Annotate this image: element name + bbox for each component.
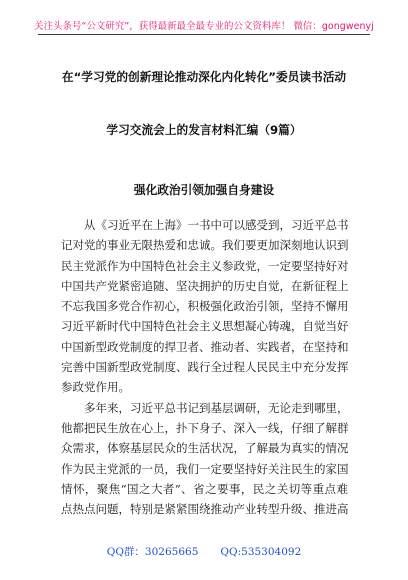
paragraph-line: 参政党作用。	[61, 380, 130, 395]
paragraph-line: 点热点问题，特别是紧紧围绕推动产业转型升级、推进高	[61, 502, 349, 517]
paragraph-line: 众需求，体察基层民众的生活状况，了解最为真实的情况	[61, 441, 349, 456]
paragraph-line: 不忘我国多党合作初心，积极强化政治引领，坚持不懈用	[61, 299, 349, 314]
qq-contact-label: QQ:535304092	[220, 546, 302, 558]
paragraph-line: 记对党的事业无限热爱和忠诚。我们要更加深刻地认识到	[61, 238, 349, 253]
paragraph-line: 作为民主党派的一员，我们一定要坚持好关注民生的家国	[61, 461, 349, 476]
paragraph-line: 情怀，聚焦“国之大者”、省之要事，民之关切等重点难	[61, 481, 348, 496]
promo-header: 关注头条号“公文研究”，获得最新最全最专业的公文资料库！ 微信：gongwenyj	[34, 21, 374, 32]
document-title-line-2: 学习交流会上的发言材料汇编（9篇）	[106, 123, 302, 137]
paragraph-line: 习近平新时代中国特色社会主义思想凝心铸魂，自觉当好	[61, 319, 349, 334]
qq-group-label: QQ群：30265665	[106, 546, 199, 558]
paragraph-line: 从《习近平在上海》一书中可以感受到，习近平总书	[84, 218, 349, 232]
document-title-line-1: 在“学习党的创新理论推动深化内化转化”委员读书活动	[61, 70, 347, 84]
paragraph-line: 民主党派作为中国特色社会主义参政党，一定要坚持好对	[61, 258, 349, 273]
contact-footer	[20, 544, 388, 559]
section-heading: 强化政治引领加强自身建设	[133, 183, 275, 197]
paragraph-line: 完善中国新型政党制度、践行全过程人民民主中充分发挥	[61, 360, 349, 375]
paragraph-line: 多年来，习近平总书记到基层调研，无论走到哪里，	[84, 400, 349, 415]
paragraph-line: 中国新型政党制度的捍卫者、推动者、实践者，在坚持和	[61, 339, 349, 354]
paragraph-line: 中国共产党紧密追随、坚决拥护的历史自觉，在新征程上	[61, 278, 349, 293]
header-divider	[38, 34, 370, 35]
paragraph-line: 他都把民生放在心上，扑下身子、深入一线，仔细了解群	[61, 420, 349, 435]
body-text	[61, 215, 348, 519]
